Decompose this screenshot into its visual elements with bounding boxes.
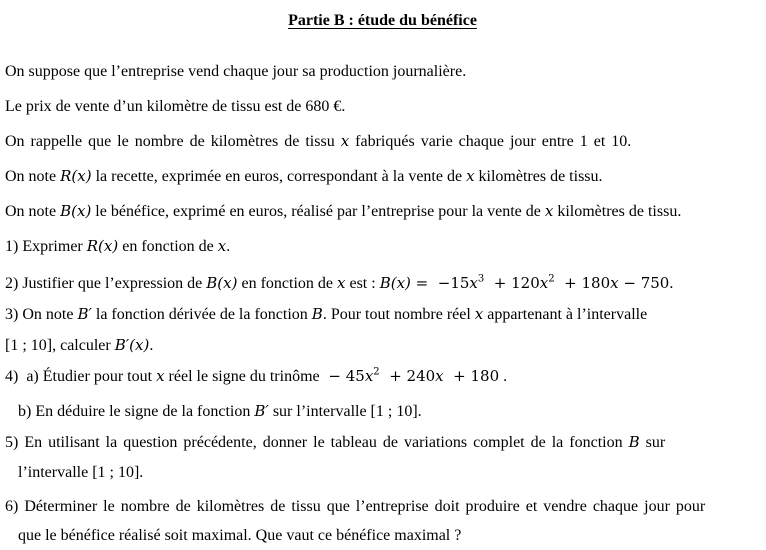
line-intro-reminder bbox=[5, 124, 760, 159]
text-segment: Le prix de vente d’un kilomètre de tissu est de 680 €. bbox=[5, 98, 346, 115]
page-title-text: Partie B : étude du bénéfice bbox=[288, 12, 477, 29]
line-intro-price bbox=[5, 89, 760, 124]
line-question-3b bbox=[5, 330, 760, 361]
text-segment: B(x) bbox=[379, 274, 411, 292]
text-segment: − 750 bbox=[618, 274, 670, 292]
text-segment: x bbox=[474, 305, 484, 323]
text-segment: b) En déduire le signe de la fonction bbox=[18, 403, 255, 420]
text-segment: . bbox=[226, 238, 231, 255]
text-segment: appartenant à l’intervalle bbox=[483, 306, 648, 323]
text-segment: B(x) bbox=[60, 202, 92, 220]
text-segment: 2 bbox=[548, 273, 555, 285]
text-segment: On rappelle que le nombre de kilomètres de tissu bbox=[5, 133, 341, 150]
text-segment: B′ bbox=[254, 402, 269, 420]
text-segment: kilomètres de tissu. bbox=[553, 203, 682, 220]
text-segment: B′(x) bbox=[114, 336, 150, 354]
text-segment: = −15 bbox=[410, 274, 470, 292]
text-segment: x bbox=[337, 274, 346, 292]
line-question-5a bbox=[5, 427, 760, 458]
text-segment: On suppose que l’entreprise vend chaque jour sa production journalière. bbox=[5, 63, 467, 80]
text-segment: x bbox=[539, 274, 549, 292]
text-segment: − 45 bbox=[323, 367, 365, 385]
text-segment: sur bbox=[639, 434, 666, 451]
text-segment: x bbox=[340, 132, 350, 150]
line-question-6b bbox=[5, 522, 760, 550]
text-segment: x bbox=[217, 237, 227, 255]
text-segment: le bénéfice, exprimé en euros, réalisé par l’entreprise pour la vente de bbox=[91, 203, 545, 220]
text-segment: x bbox=[610, 274, 619, 292]
text-segment: + 180 bbox=[443, 367, 500, 385]
text-segment: On note bbox=[5, 203, 61, 220]
line-question-5b bbox=[5, 458, 760, 488]
line-question-6a bbox=[5, 492, 760, 522]
text-segment: l’intervalle [1 ; 10]. bbox=[18, 464, 144, 481]
text-segment: . Pour tout nombre réel bbox=[322, 306, 475, 323]
text-segment: R(x) bbox=[60, 167, 92, 185]
text-segment: B′ bbox=[77, 305, 92, 323]
text-segment: en fonction de bbox=[237, 275, 337, 292]
text-segment: réel le signe du trinôme bbox=[164, 368, 324, 385]
text-segment: en fonction de bbox=[118, 238, 218, 255]
text-segment: 3) On note bbox=[5, 306, 78, 323]
line-question-3a bbox=[5, 299, 760, 330]
text-segment: kilomètres de tissu. bbox=[474, 168, 603, 185]
text-segment: 2 bbox=[373, 366, 380, 378]
line-def-benefice bbox=[5, 194, 760, 229]
text-segment: B bbox=[628, 433, 640, 451]
text-segment: 5) En utilisant la question précédente, donner le tableau de variations complet de la fonction bbox=[5, 434, 629, 451]
text-segment: est : bbox=[345, 275, 380, 292]
text-segment: x bbox=[364, 367, 374, 385]
text-segment: x bbox=[156, 367, 165, 385]
text-segment: x bbox=[469, 274, 478, 292]
text-segment: + 240 bbox=[379, 367, 436, 385]
text-segment: que le bénéfice réalisé soit maximal. Que vaut ce bénéfice maximal ? bbox=[18, 527, 462, 544]
line-def-recette bbox=[5, 159, 760, 194]
text-segment: B(x) bbox=[206, 274, 238, 292]
text-segment: sur l’intervalle [1 ; 10]. bbox=[268, 403, 422, 420]
text-segment: . bbox=[499, 368, 508, 385]
text-segment: 6) Déterminer le nombre de kilomètres de tissu que l’entreprise doit produire et vendre chaque jour pour bbox=[5, 498, 706, 515]
line-question-2 bbox=[5, 268, 760, 299]
text-segment: x bbox=[544, 202, 554, 220]
line-question-4b bbox=[5, 396, 760, 427]
text-segment: x bbox=[435, 367, 444, 385]
text-segment: 2) Justifier que l’expression de bbox=[5, 275, 207, 292]
text-segment: 3 bbox=[477, 273, 485, 285]
text-segment: la recette, exprimée en euros, correspondant à la vente de bbox=[91, 168, 467, 185]
text-segment: [1 ; 10], calculer bbox=[5, 337, 115, 354]
text-segment: . bbox=[149, 337, 154, 354]
text-segment: R(x) bbox=[86, 237, 119, 255]
text-segment: + 120 bbox=[484, 274, 540, 292]
text-segment: 4) a) Étudier pour tout bbox=[5, 368, 157, 385]
text-segment: 1) Exprimer bbox=[5, 238, 87, 255]
text-segment: . bbox=[669, 275, 674, 292]
text-segment: fabriqués varie chaque jour entre 1 et 10. bbox=[349, 133, 632, 150]
text-segment: B bbox=[311, 305, 323, 323]
line-intro-production bbox=[5, 54, 760, 89]
text-segment: + 180 bbox=[554, 274, 611, 292]
text-segment: On note bbox=[5, 168, 61, 185]
text-segment: la fonction dérivée de la fonction bbox=[91, 306, 312, 323]
line-question-4a bbox=[5, 361, 760, 392]
text-segment: x bbox=[466, 167, 475, 185]
line-question-1 bbox=[5, 229, 760, 264]
page-title bbox=[5, 8, 760, 34]
